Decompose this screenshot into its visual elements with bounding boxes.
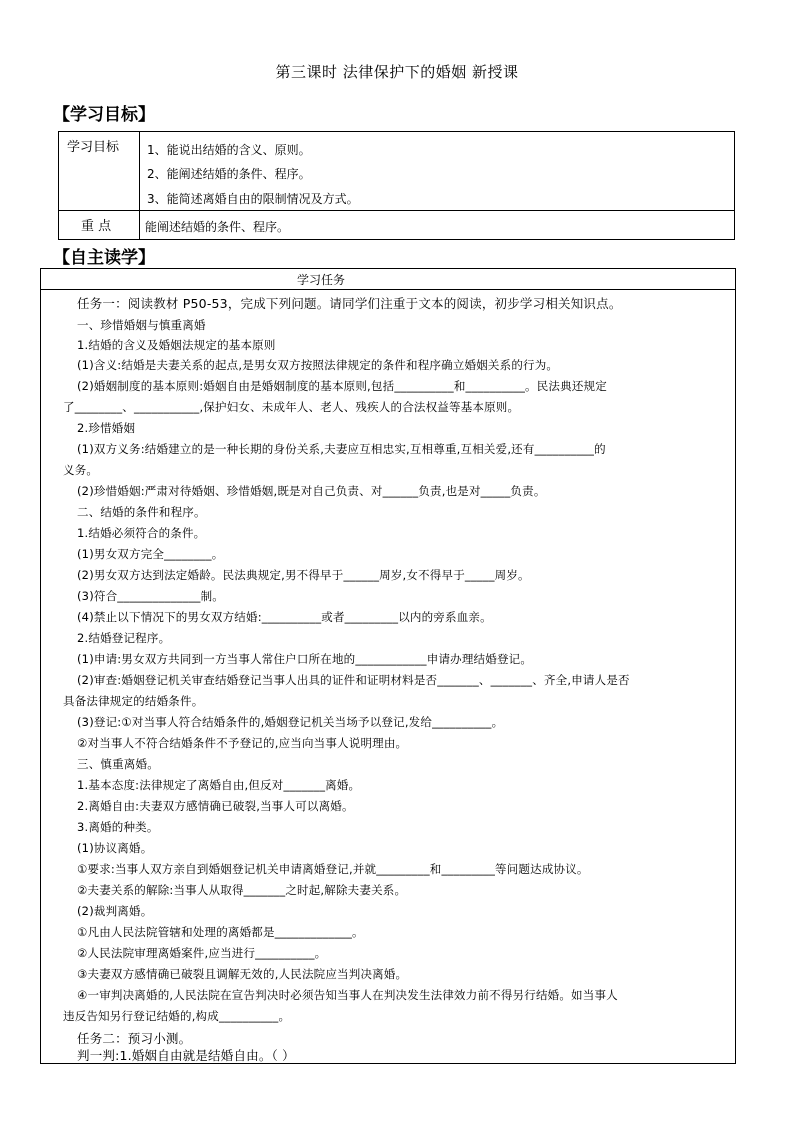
task-line: (2)审查:婚姻登记机关审查结婚登记当事人出具的证件和证明材料是否_______、_______、齐全,申请人是否 xyxy=(77,673,630,687)
task-table-header: 学习任务 xyxy=(296,273,345,287)
task-line: 具备法律规定的结婚条件。 xyxy=(63,694,204,708)
task-line: ②对当事人不符合结婚条件不予登记的,应当向当事人说明理由。 xyxy=(77,736,408,750)
task-line: (3)符合______________制。 xyxy=(77,589,224,603)
task-line: 了________、___________,保护妇女、未成年人、老人、残疾人的合法权益等基本原则。 xyxy=(63,400,520,414)
task-line: (2)婚姻制度的基本原则:婚姻自由是婚姻制度的基本原则,包括__________和__________。民法典还规定 xyxy=(77,379,607,393)
task-line: (1)含义:结婚是夫妻关系的起点,是男女双方按照法律规定的条件和程序确立婚姻关系的行为。 xyxy=(77,358,559,372)
task-line: 3.离婚的种类。 xyxy=(77,820,159,834)
task-line: ①凡由人民法院管辖和处理的离婚都是_____________。 xyxy=(77,925,364,939)
section-heading-goals: 【学习目标】 xyxy=(53,105,155,125)
page-title: 第三课时 法律保护下的婚姻 新授课 xyxy=(275,63,519,81)
goals-row-divider xyxy=(59,210,734,211)
task-line: (2)珍惜婚姻:严肃对待婚姻、珍惜婚姻,既是对自己负责、对______负责,也是对_____负责。 xyxy=(77,484,546,498)
task-line: 2.结婚登记程序。 xyxy=(77,631,171,645)
task-line: 2.离婚自由:夫妻双方感情确已破裂,当事人可以离婚。 xyxy=(77,799,354,813)
task-line: (1)协议离婚。 xyxy=(77,841,153,855)
task-line: 三、慎重离婚。 xyxy=(77,757,159,771)
goal-item: 2、能阐述结婚的条件、程序。 xyxy=(147,167,311,181)
task-line: 判一判:1.婚姻自由就是结婚自由。（ ） xyxy=(77,1048,295,1063)
key-point-text: 能阐述结婚的条件、程序。 xyxy=(145,220,290,234)
key-point-label: 重 点 xyxy=(81,219,112,234)
task-line: 1.结婚的含义及婚姻法规定的基本原则 xyxy=(77,338,276,352)
task-line: (3)登记:①对当事人符合结婚条件的,婚姻登记机关当场予以登记,发给__________。 xyxy=(77,715,504,729)
section-heading-self-study: 【自主读学】 xyxy=(53,248,155,268)
task-line: 任务一：阅读教材 P50-53，完成下列问题。请同学们注重于文本的阅读，初步学习相关知识点。 xyxy=(77,296,622,311)
task-header-divider xyxy=(41,289,735,290)
task-line: ④一审判决离婚的,人民法院在宣告判决时必须告知当事人在判决发生法律效力前不得另行结婚。如当事人 xyxy=(77,988,618,1002)
task-line: 二、结婚的条件和程序。 xyxy=(77,505,206,519)
task-line: 1.基本态度:法律规定了离婚自由,但反对_______离婚。 xyxy=(77,778,361,792)
task-line: (2)男女双方达到法定婚龄。民法典规定,男不得早于______周岁,女不得早于_____周岁。 xyxy=(77,568,530,582)
task-line: ①要求:当事人双方亲自到婚姻登记机关申请离婚登记,并就_________和_________等问题达成协议。 xyxy=(77,862,589,876)
task-line: 1.结婚必须符合的条件。 xyxy=(77,526,206,540)
goal-item: 3、能简述离婚自由的限制情况及方式。 xyxy=(147,192,359,206)
task-line: 任务二：预习小测。 xyxy=(77,1031,192,1046)
task-line: 违反告知另行登记结婚的,构成__________。 xyxy=(63,1009,291,1023)
task-line: (2)裁判离婚。 xyxy=(77,904,153,918)
task-line: (1)男女双方完全________。 xyxy=(77,547,224,561)
task-line: 2.珍惜婚姻 xyxy=(77,421,136,435)
task-line: ③夫妻双方感情确已破裂且调解无效的,人民法院应当判决离婚。 xyxy=(77,967,408,981)
learning-task-table xyxy=(40,268,736,1064)
task-line: (1)双方义务:结婚建立的是一种长期的身份关系,夫妻应互相忠实,互相尊重,互相关爱,还有__________的 xyxy=(77,442,606,456)
task-line: (1)申请:男女双方共同到一方当事人常住户口所在地的____________申请办理结婚登记。 xyxy=(77,652,533,666)
task-line: ②人民法院审理离婚案件,应当进行__________。 xyxy=(77,946,327,960)
learning-goals-table xyxy=(58,131,735,240)
task-line: (4)禁止以下情况下的男女双方结婚:__________或者_________以内的旁系血亲。 xyxy=(77,610,492,624)
task-line: ②夫妻关系的解除:当事人从取得_______之时起,解除夫妻关系。 xyxy=(77,883,407,897)
task-line: 义务。 xyxy=(63,463,99,477)
goal-item: 1、能说出结婚的含义、原则。 xyxy=(147,143,311,157)
goals-label: 学习目标 xyxy=(67,140,120,155)
task-line: 一、珍惜婚姻与慎重离婚 xyxy=(77,318,206,332)
